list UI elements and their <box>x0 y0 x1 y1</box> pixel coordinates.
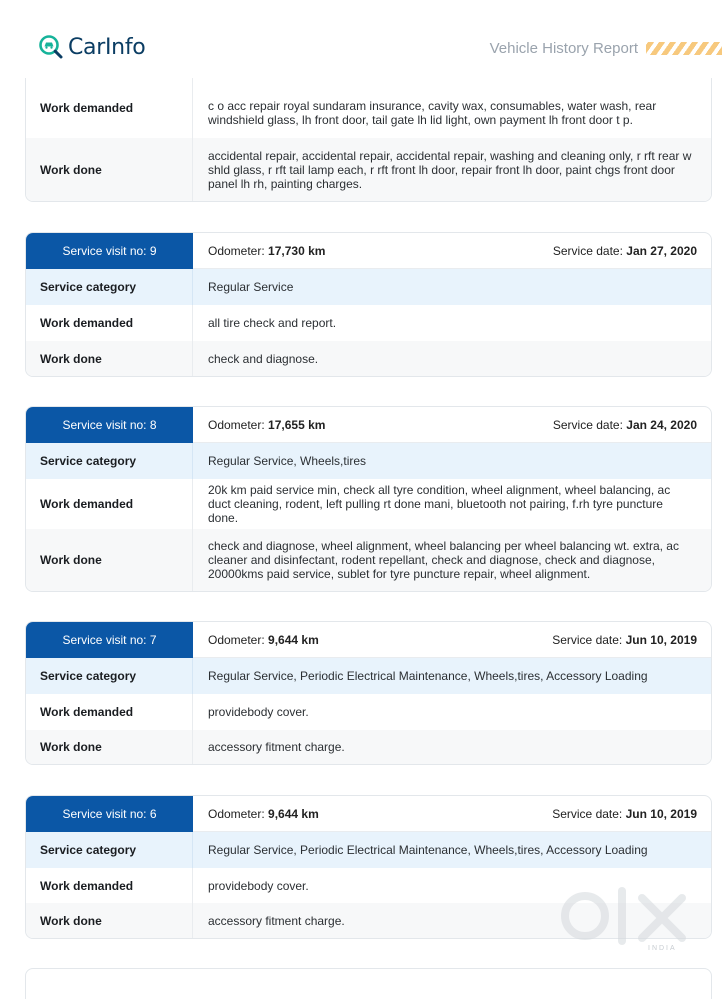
service-date <box>553 244 697 258</box>
table-row <box>26 479 711 529</box>
row-label: Work demanded <box>26 78 193 138</box>
odometer-value: 17,655 km <box>268 418 326 432</box>
row-label: Work done <box>26 730 193 764</box>
table-row <box>26 341 711 376</box>
odometer-value: 9,644 km <box>268 807 319 821</box>
card-header <box>26 796 711 832</box>
table-row <box>26 658 711 694</box>
odometer-value: 9,644 km <box>268 633 319 647</box>
row-label: Work demanded <box>26 305 193 341</box>
olx-watermark-region: INDIA <box>648 945 677 952</box>
service-date-label: Service date: <box>552 244 623 258</box>
service-date-label: Service date: <box>552 418 623 432</box>
row-value: check and diagnose. <box>208 351 319 366</box>
row-label: Work done <box>26 341 193 376</box>
row-value: providebody cover. <box>208 705 309 719</box>
row-label: Service category <box>26 269 193 305</box>
row-label: Work done <box>26 903 193 938</box>
odometer-value: 17,730 km <box>268 244 326 258</box>
row-value: Regular Service, Wheels,tires <box>208 454 367 468</box>
card-header <box>26 407 711 443</box>
row-label: Work demanded <box>26 868 193 903</box>
visit-number-tab: Service visit no: 6 <box>26 796 193 832</box>
service-date-value: Jun 10, 2019 <box>625 633 697 647</box>
service-date-label: Service date: <box>552 807 623 821</box>
row-label: Work done <box>26 529 193 591</box>
row-value: accessory fitment charge. <box>208 913 345 928</box>
card-header <box>26 622 711 658</box>
table-row <box>26 138 711 201</box>
table-row <box>26 78 711 138</box>
report-title: Vehicle History Report <box>489 40 638 57</box>
row-value: accidental repair, accidental repair, accidental repair, washing and cleaning only, r rft rear w shld glass, r rft tail lamp each, r rft front lh door, repair front lh door, paint chgs front door panel lh rh, painting charges. <box>208 148 692 191</box>
row-value: accessory fitment charge. <box>208 740 345 754</box>
odometer <box>208 244 325 258</box>
service-date <box>552 807 697 821</box>
service-date-value: Jan 27, 2020 <box>626 244 697 258</box>
service-date <box>552 633 697 647</box>
service-date-label: Service date: <box>552 633 623 647</box>
table-row <box>26 443 711 479</box>
table-row <box>26 730 711 764</box>
odometer <box>208 418 325 432</box>
row-value: Regular Service, Periodic Electrical Maintenance, Wheels,tires, Accessory Loading <box>208 669 648 683</box>
table-row <box>26 694 711 730</box>
row-value: 20k km paid service min, check all tyre condition, wheel alignment, wheel balancing, ac duct cleaning, rodent, left pulling rt done mani, bluetooth not pairing, f.rh tyre puncture done. <box>208 483 671 525</box>
row-label: Work demanded <box>26 694 193 730</box>
card-header <box>26 233 711 269</box>
row-label: Work done <box>26 138 193 201</box>
odometer-label: Odometer: <box>208 633 265 647</box>
row-value: Regular Service <box>208 280 294 294</box>
odometer <box>208 807 319 821</box>
row-label: Service category <box>26 443 193 479</box>
table-row <box>26 269 711 305</box>
row-label: Work demanded <box>26 479 193 529</box>
visit-number-tab: Service visit no: 9 <box>26 233 193 269</box>
row-value: check and diagnose, wheel alignment, wheel balancing per wheel balancing wt. extra, ac cleaner and disinfectant, rodent repellant, check and diagnose, check and diagnose, 20000kms paid service, sublet for tyre puncture repair, wheel alignment. <box>208 539 679 581</box>
row-label: Service category <box>26 832 193 868</box>
decorative-stripes <box>646 42 722 55</box>
row-value: providebody cover. <box>208 878 309 893</box>
row-value: Regular Service, Periodic Electrical Maintenance, Wheels,tires, Accessory Loading <box>208 843 648 857</box>
brand-name: CarInfo <box>68 34 146 60</box>
car-search-icon <box>38 34 64 60</box>
service-visit-card-partial <box>25 78 712 202</box>
row-label: Service category <box>26 658 193 694</box>
service-date <box>553 418 697 432</box>
carinfo-logo[interactable] <box>38 34 145 60</box>
visit-number-tab: Service visit no: 8 <box>26 407 193 443</box>
visit-number-tab: Service visit no: 7 <box>26 622 193 658</box>
table-row <box>26 529 711 591</box>
odometer-label: Odometer: <box>208 807 265 821</box>
odometer-label: Odometer: <box>208 244 265 258</box>
service-visit-card <box>25 232 712 377</box>
service-date-value: Jun 10, 2019 <box>625 807 697 821</box>
service-date-value: Jan 24, 2020 <box>626 418 697 432</box>
service-visit-card <box>25 406 712 592</box>
odometer <box>208 633 319 647</box>
table-row <box>26 305 711 341</box>
table-row <box>26 832 711 868</box>
row-value: c o acc repair royal sundaram insurance, cavity wax, consumables, water wash, rear windshield glass, lh front door, tail gate lh lid light, own payment lh front door t p. <box>208 99 657 127</box>
service-visit-card-partial <box>25 968 712 999</box>
odometer-label: Odometer: <box>208 418 265 432</box>
service-visit-card <box>25 621 712 765</box>
row-value: all tire check and report. <box>208 316 337 330</box>
